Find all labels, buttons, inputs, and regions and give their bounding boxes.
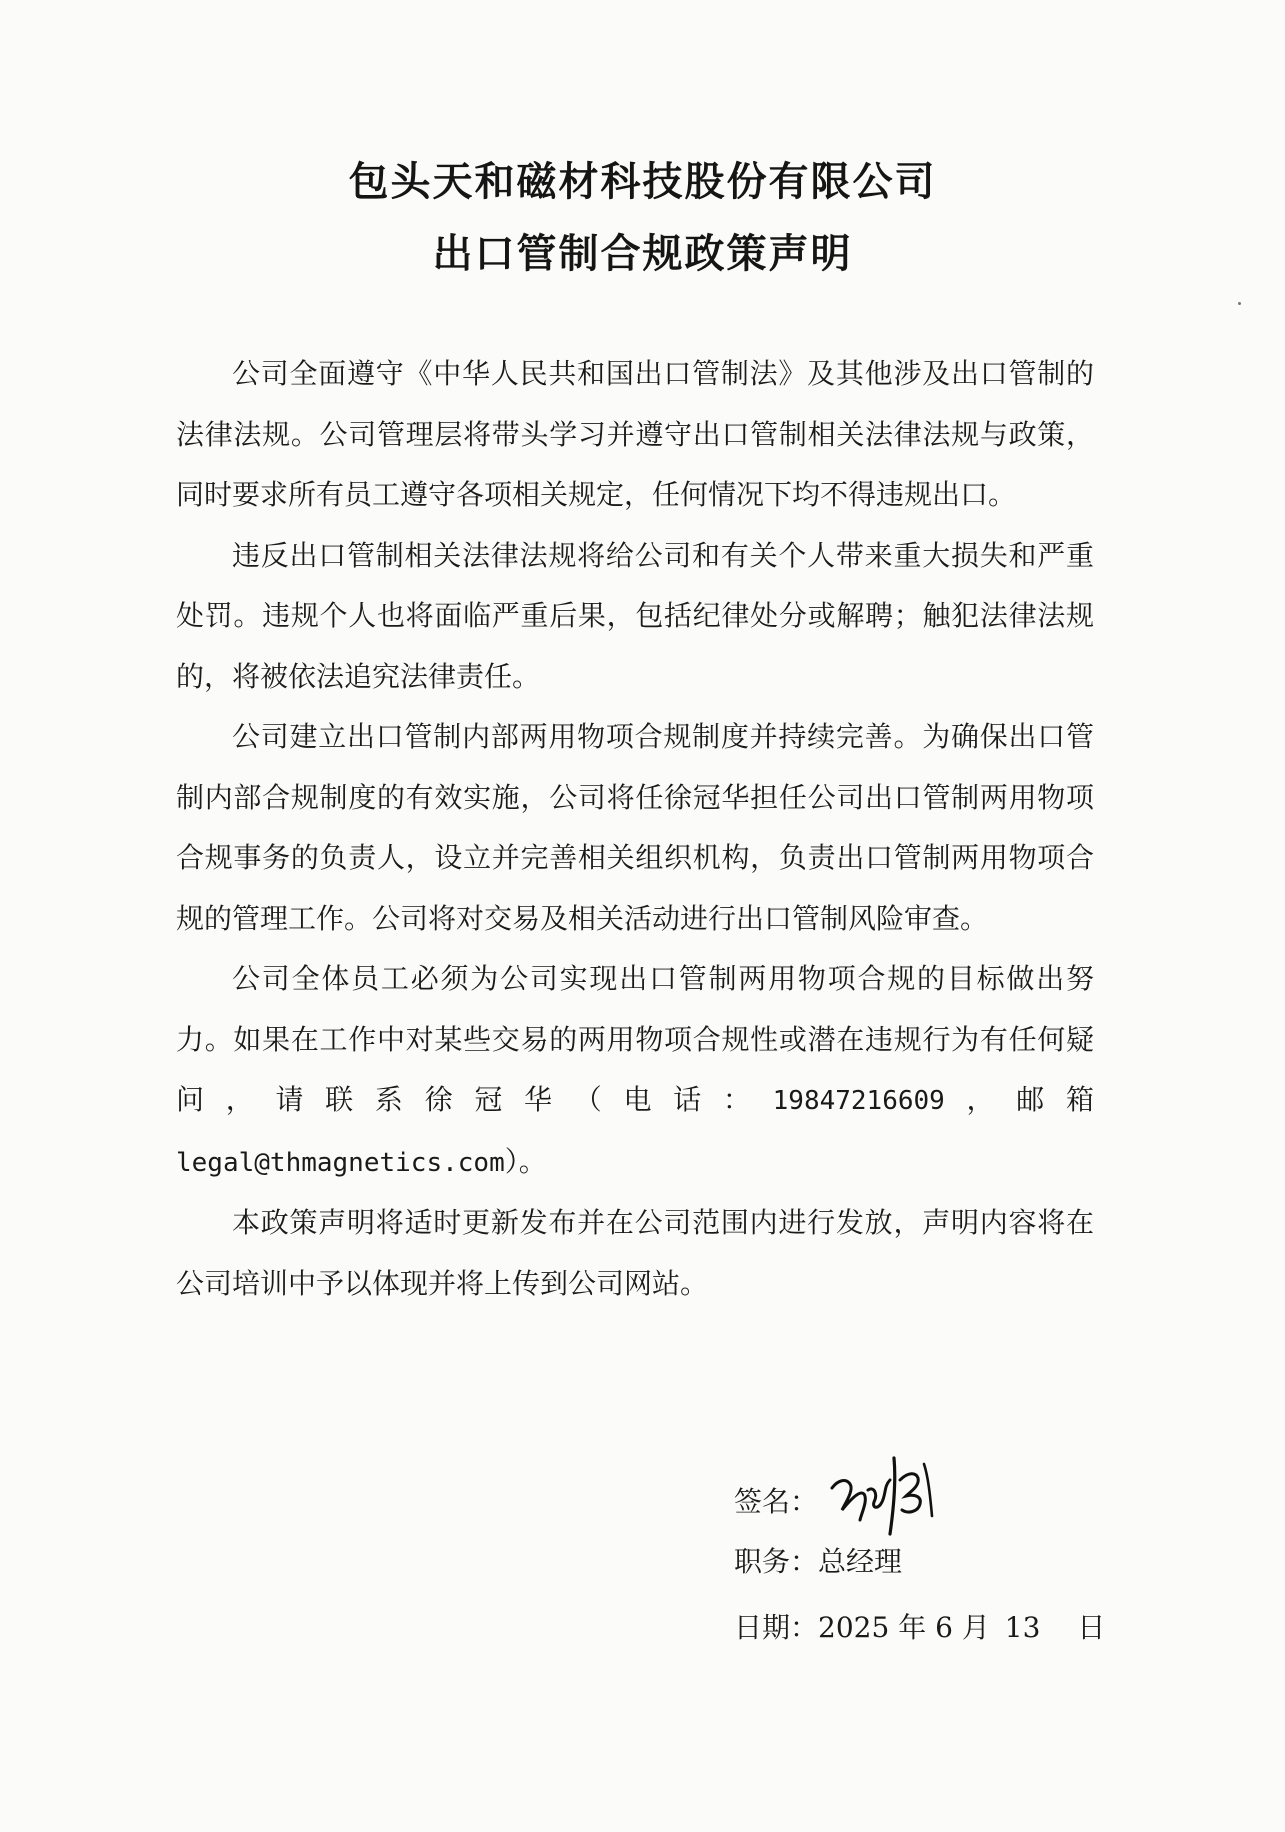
position-value: 总经理 xyxy=(818,1545,903,1578)
position-row xyxy=(734,1532,902,1592)
signature-row xyxy=(734,1472,902,1532)
paragraph-internal-system: 公司建立出口管制内部两用物项合规制度并持续完善。为确保出口管制内部合规制度的有效实施，公司将任徐冠华担任公司出口管制两用物项合规事务的负责人，设立并完善相关组织机构，负责出口管制两用物项合规的管理工作。公司将对交易及相关活动进行出口管制风险审查。 xyxy=(176,720,1094,935)
company-name-title: 包头天和磁材科技股份有限公司 xyxy=(348,159,937,205)
date-month-unit: 月 xyxy=(961,1611,990,1644)
date-label: 日期： xyxy=(734,1611,819,1644)
paragraph-contact xyxy=(176,949,1094,1193)
contact-email: legal@thmagnetics.com xyxy=(176,1147,505,1178)
date-year-unit: 年 xyxy=(898,1611,927,1644)
scan-speck xyxy=(1238,302,1241,305)
date-year: 2025 xyxy=(818,1611,890,1644)
signature-label: 签名： xyxy=(734,1485,819,1518)
statement-title: 出口管制合规政策声明 xyxy=(432,231,853,277)
statement-body xyxy=(176,344,1094,1314)
date-day: 13 xyxy=(1004,1611,1041,1644)
position-label: 职务： xyxy=(734,1545,819,1578)
paragraph-violations: 违反出口管制相关法律法规将给公司和有关个人带来重大损失和严重处罚。违规个人也将面临严重后果，包括纪律处分或解聘；触犯法律法规的，将被依法追究法律责任。 xyxy=(176,538,1094,693)
date-day-unit: 日 xyxy=(1077,1611,1106,1644)
date-row xyxy=(734,1598,1105,1658)
contact-text: 公司全体员工必须为公司实现出口管制两用物项合规的目标做出努力。如果在工作中对某些交易的两用物项合规性或潜在违规行为有任何疑问，请联系徐冠华（电话： xyxy=(176,962,1094,1116)
handwritten-signature xyxy=(824,1450,944,1540)
paragraph-distribution: 本政策声明将适时更新发布并在公司范围内进行发放，声明内容将在公司培训中予以体现并将上传到公司网站。 xyxy=(176,1206,1094,1300)
paragraph-compliance: 公司全面遵守《中华人民共和国出口管制法》及其他涉及出口管制的法律法规。公司管理层将带头学习并遵守出口管制相关法律法规与政策，同时要求所有员工遵守各项相关规定，任何情况下均不得违规出口。 xyxy=(176,357,1094,511)
contact-separator: ，邮箱 xyxy=(944,1083,1094,1116)
contact-phone: 19847216609 xyxy=(772,1086,945,1116)
date-month: 6 xyxy=(935,1611,953,1644)
contact-closing: ）。 xyxy=(504,1144,547,1178)
signature-block xyxy=(734,1472,902,1592)
